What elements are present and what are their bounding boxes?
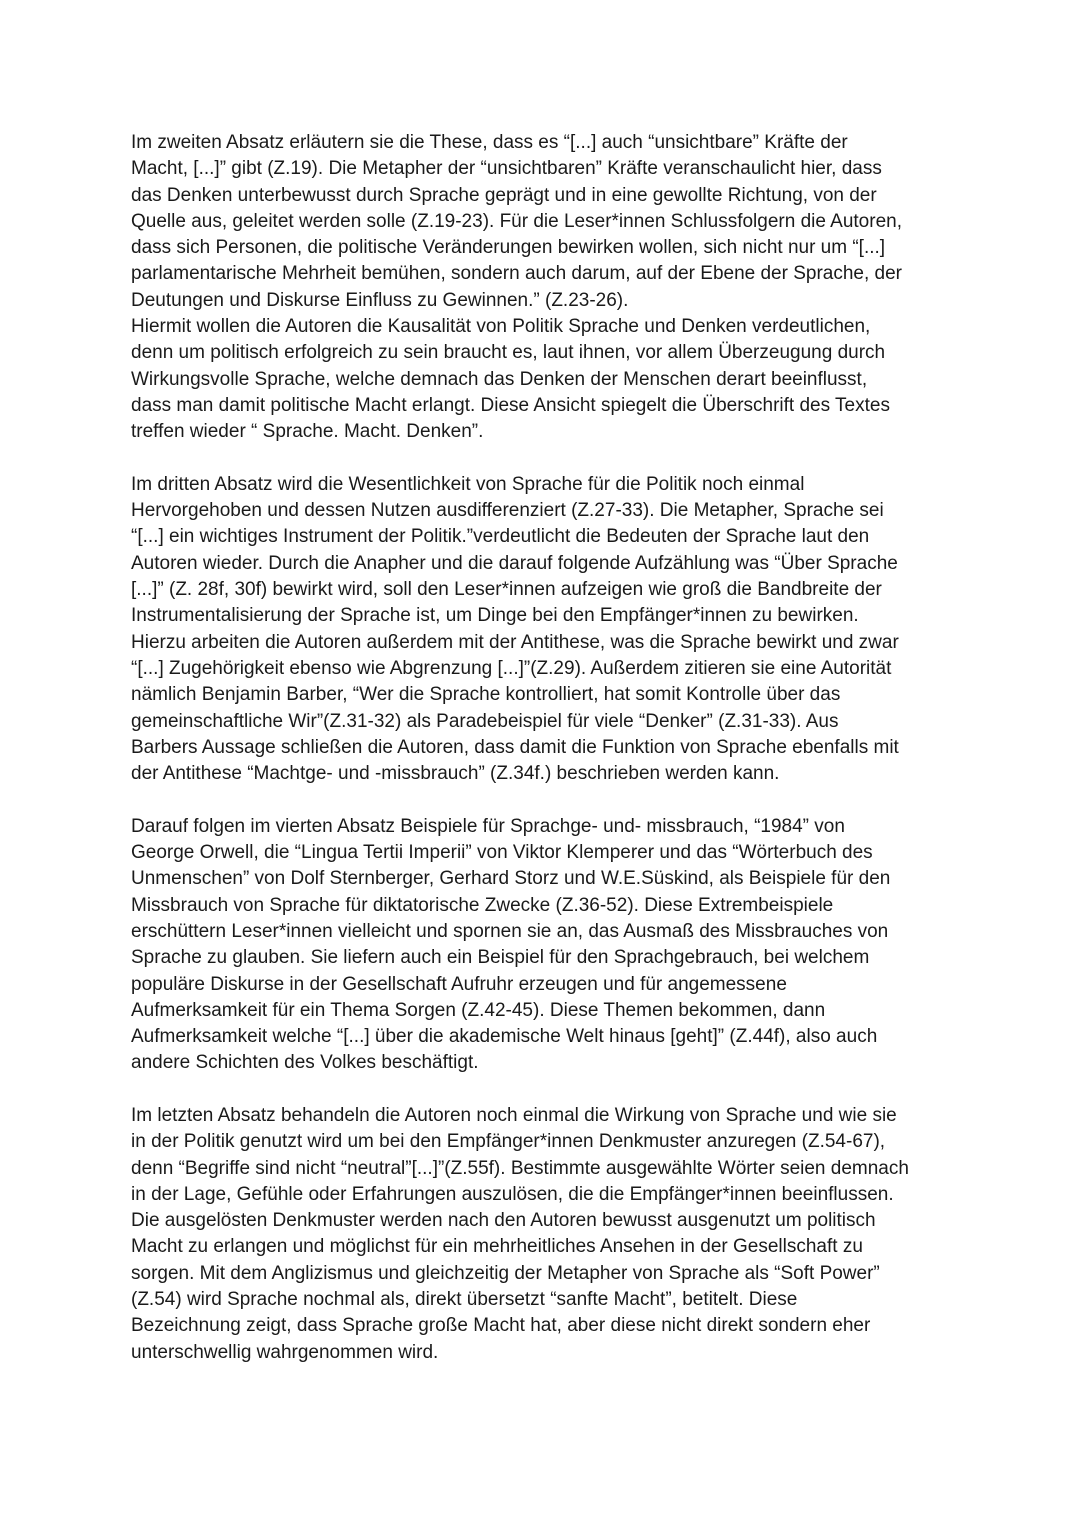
text-line: Hierzu arbeiten die Autoren außerdem mit der Antithese, was die Sprache bewirkt und zwar xyxy=(131,631,899,653)
text-line: Unmenschen” von Dolf Sternberger, Gerhard Storz und W.E.Süskind, als Beispiele für den xyxy=(131,868,891,890)
text-line: Im zweiten Absatz erläutern sie die These, dass es “[...] auch “unsichtbare” Kräfte der xyxy=(131,132,848,153)
paragraph-2 xyxy=(131,130,961,446)
paragraph-4 xyxy=(131,814,961,1077)
text-line: [...]” (Z. 28f, 30f) bewirkt wird, soll den Leser*innen aufzeigen wie groß die Bandbreite der xyxy=(131,579,882,601)
text-line: Hiermit wollen die Autoren die Kausalität von Politik Sprache und Denken verdeutlichen, xyxy=(131,316,871,338)
text-line: Aufmerksamkeit für ein Thema Sorgen (Z.42-45). Diese Themen bekommen, dann xyxy=(131,999,826,1021)
text-line: Missbrauch von Sprache für diktatorische Zwecke (Z.36-52). Diese Extrembeispiele xyxy=(131,894,834,916)
text-line: Macht zu erlangen und möglichst für ein mehrheitliches Ansehen in der Gesellschaft zu xyxy=(131,1236,863,1258)
text-line: der Antithese “Machtge- und -missbrauch” (Z.34f.) beschrieben werden kann. xyxy=(131,763,780,785)
text-line: Sprache zu glauben. Sie liefern auch ein Beispiel für den Sprachgebrauch, bei welchem xyxy=(131,947,870,969)
text-line: Instrumentalisierung der Sprache ist, um Dinge bei den Empfänger*innen zu bewirken. xyxy=(131,605,859,627)
text-line: in der Lage, Gefühle oder Erfahrungen auszulösen, die die Empfänger*innen beeinflussen. xyxy=(131,1183,894,1205)
text-line: Hervorgehoben und dessen Nutzen ausdifferenziert (Z.27-33). Die Metapher, Sprache sei xyxy=(131,500,884,522)
text-line: Darauf folgen im vierten Absatz Beispiele für Sprachge- und- missbrauch, “1984” von xyxy=(131,815,845,837)
text-line: Die ausgelösten Denkmuster werden nach den Autoren bewusst ausgenutzt um politisch xyxy=(131,1210,876,1232)
text-line: Macht, [...]” gibt (Z.19). Die Metapher der “unsichtbaren” Kräfte veranschaulicht hier, dass xyxy=(131,158,882,180)
text-line: populäre Diskurse in der Gesellschaft Aufruhr erzeugen und für angemessene xyxy=(131,973,787,995)
text-line: erschüttern Leser*innen vielleicht und spornen sie an, das Ausmaß des Missbrauches von xyxy=(131,920,889,942)
text-line: “[...] Zugehörigkeit ebenso wie Abgrenzung [...]”(Z.29). Außerdem zitieren sie eine Autorität xyxy=(131,657,892,679)
text-line: parlamentarische Mehrheit bemühen, sondern auch darum, auf der Ebene der Sprache, der xyxy=(131,263,903,285)
text-line: dass sich Personen, die politische Veränderungen bewirken wollen, sich nicht nur um “[...] xyxy=(131,237,886,259)
text-line: George Orwell, die “Lingua Tertii Imperii” von Viktor Klemperer und das “Wörterbuch des xyxy=(131,842,873,864)
text-line: Autoren wieder. Durch die Anapher und die darauf folgende Aufzählung was “Über Sprache xyxy=(131,552,898,574)
text-line: treffen wieder “ Sprache. Macht. Denken”. xyxy=(131,421,484,443)
text-line: denn um politisch erfolgreich zu sein braucht es, laut ihnen, vor allem Überzeugung durch xyxy=(131,342,886,364)
text-line: Deutungen und Diskurse Einfluss zu Gewinnen.” (Z.23-26). xyxy=(131,289,629,311)
text-line: “[...] ein wichtiges Instrument der Politik.”verdeutlicht die Bedeuten der Sprache laut den xyxy=(131,526,870,548)
text-line: nämlich Benjamin Barber, “Wer die Sprache kontrolliert, hat somit Kontrolle über das xyxy=(131,684,841,706)
text-line: dass man damit politische Macht erlangt. Diese Ansicht spiegelt die Überschrift des Textes xyxy=(131,394,890,416)
text-line: das Denken unterbewusst durch Sprache geprägt und in eine gewollte Richtung, von der xyxy=(131,184,877,206)
text-line: Im dritten Absatz wird die Wesentlichkeit von Sprache für die Politik noch einmal xyxy=(131,473,805,495)
document-page xyxy=(131,130,961,1392)
paragraph-3 xyxy=(131,472,961,788)
text-line: Aufmerksamkeit welche “[...] über die akademische Welt hinaus [geht]” (Z.44f), also auch xyxy=(131,1026,878,1048)
text-line: denn “Begriffe sind nicht “neutral”[...]”(Z.55f). Bestimmte ausgewählte Wörter seien demnach xyxy=(131,1157,909,1179)
text-line: Bezeichnung zeigt, dass Sprache große Macht hat, aber diese nicht direkt sondern eher xyxy=(131,1315,871,1337)
text-line: Quelle aus, geleitet werden solle (Z.19-23). Für die Leser*innen Schlussfolgern die Autoren, xyxy=(131,210,902,232)
text-line: unterschwellig wahrgenommen wird. xyxy=(131,1341,439,1363)
text-line: Im letzten Absatz behandeln die Autoren noch einmal die Wirkung von Sprache und wie sie xyxy=(131,1104,897,1126)
text-line: andere Schichten des Volkes beschäftigt. xyxy=(131,1052,479,1074)
text-line: gemeinschaftliche Wir”(Z.31-32) als Paradebeispiel für viele “Denker” (Z.31-33). Aus xyxy=(131,710,839,732)
text-line: Wirkungsvolle Sprache, welche demnach das Denken der Menschen derart beeinflusst, xyxy=(131,368,868,390)
text-line: Barbers Aussage schließen die Autoren, dass damit die Funktion von Sprache ebenfalls mit xyxy=(131,736,899,758)
text-line: sorgen. Mit dem Anglizismus und gleichzeitig der Metapher von Sprache als “Soft Power” xyxy=(131,1262,880,1284)
paragraph-5 xyxy=(131,1103,961,1366)
text-line: in der Politik genutzt wird um bei den Empfänger*innen Denkmuster anzuregen (Z.54-67), xyxy=(131,1131,886,1153)
text-line: (Z.54) wird Sprache nochmal als, direkt übersetzt “sanfte Macht”, betitelt. Diese xyxy=(131,1289,798,1311)
